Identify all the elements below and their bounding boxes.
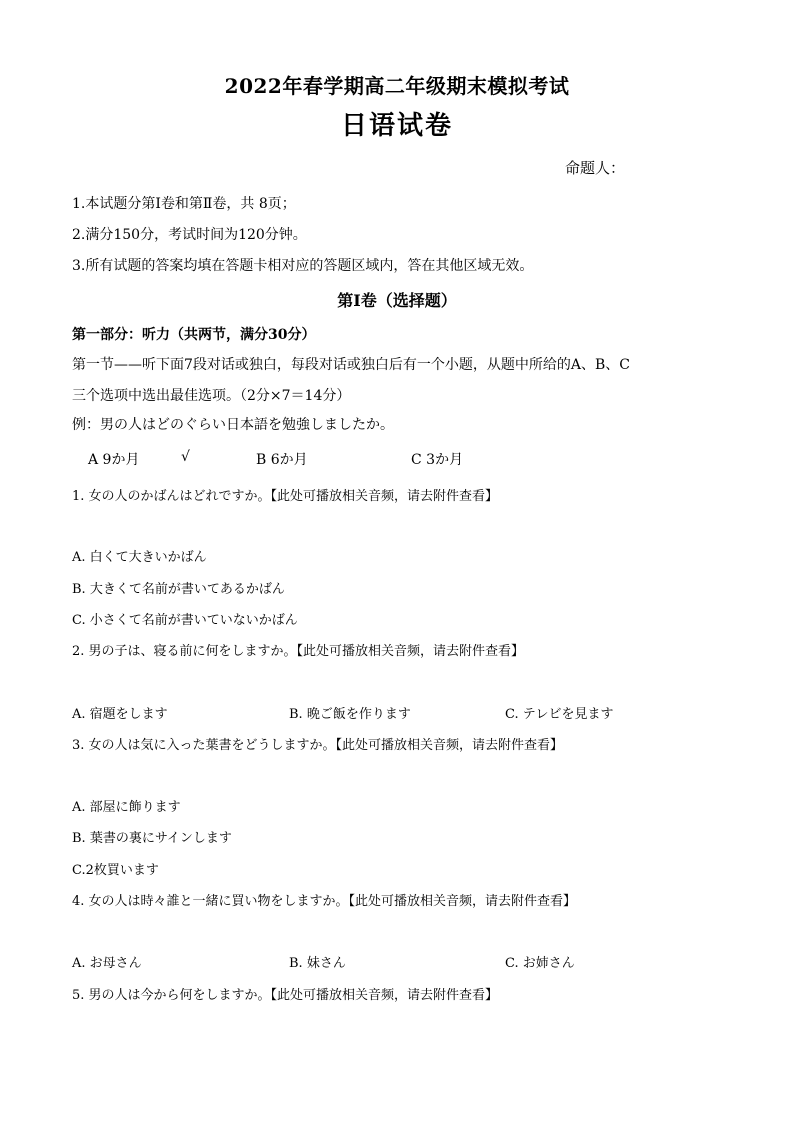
question-2: 2. 男の子は、寝る前に何をしますか。【此处可播放相关音频，请去附件查看】 (72, 644, 525, 659)
example-question: 例：男の人はどのぐらい日本語を勉強しましたか。 (72, 417, 394, 433)
question-4-option-c: C. お姉さん (505, 956, 575, 971)
author-label: 命题人： (565, 159, 626, 177)
example-check-mark: √ (181, 449, 190, 465)
example-option-c: C 3か月 (411, 452, 464, 468)
question-3-option-a: A. 部屋に飾ります (72, 800, 181, 815)
section-intro-line1: 第一节——听下面7段对话或独白，每段对话或独白后有一个小题，从题中所给的A、B、C (72, 357, 631, 373)
question-4: 4. 女の人は時々誰と一緒に買い物をしますか。【此处可播放相关音频，请去附件查看】 (72, 894, 577, 909)
question-2-option-c: C. テレビを見ます (505, 707, 614, 722)
question-2-option-a: A. 宿題をします (72, 707, 168, 722)
question-1: 1. 女の人のかばんはどれですか。【此处可播放相关音频，请去附件查看】 (72, 489, 499, 504)
question-1-option-a: A. 白くて大きいかばん (72, 550, 207, 565)
section-title: 第Ⅰ卷（选择题） (337, 291, 457, 310)
question-3: 3. 女の人は気に入った葉書をどうしますか。【此处可播放相关音频，请去附件查看】 (72, 738, 564, 753)
section-intro-line2: 三个选项中选出最佳选项。（2分×7＝14分） (72, 388, 351, 404)
question-2-option-b: B. 晩ご飯を作ります (289, 707, 411, 722)
question-4-option-a: A. お母さん (72, 956, 142, 971)
instruction-3: 3.所有试题的答案均填在答题卡相对应的答题区域内，答在其他区域无效。 (72, 258, 534, 274)
question-4-option-b: B. 妹さん (289, 956, 346, 971)
question-5: 5. 男の人は今から何をしますか。【此处可播放相关音频，请去附件查看】 (72, 988, 499, 1003)
question-3-option-c: C.2枚買います (72, 863, 159, 878)
instruction-1: 1.本试题分第Ⅰ卷和第Ⅱ卷，共 8页； (72, 196, 296, 212)
part1-title: 第一部分：听力（共两节，满分30分） (72, 327, 316, 343)
exam-title: 2022年春学期高二年级期末模拟考试 (224, 74, 570, 98)
instruction-2: 2.满分150分，考试时间为120分钟。 (72, 227, 307, 243)
question-3-option-b: B. 葉書の裏にサインします (72, 831, 232, 846)
example-option-a: A 9か月 (88, 452, 140, 468)
exam-subtitle: 日语试卷 (340, 111, 453, 141)
example-option-b: B 6か月 (256, 452, 308, 468)
question-1-option-c: C. 小さくて名前が書いていないかばん (72, 613, 298, 628)
question-1-option-b: B. 大きくて名前が書いてあるかばん (72, 582, 285, 597)
